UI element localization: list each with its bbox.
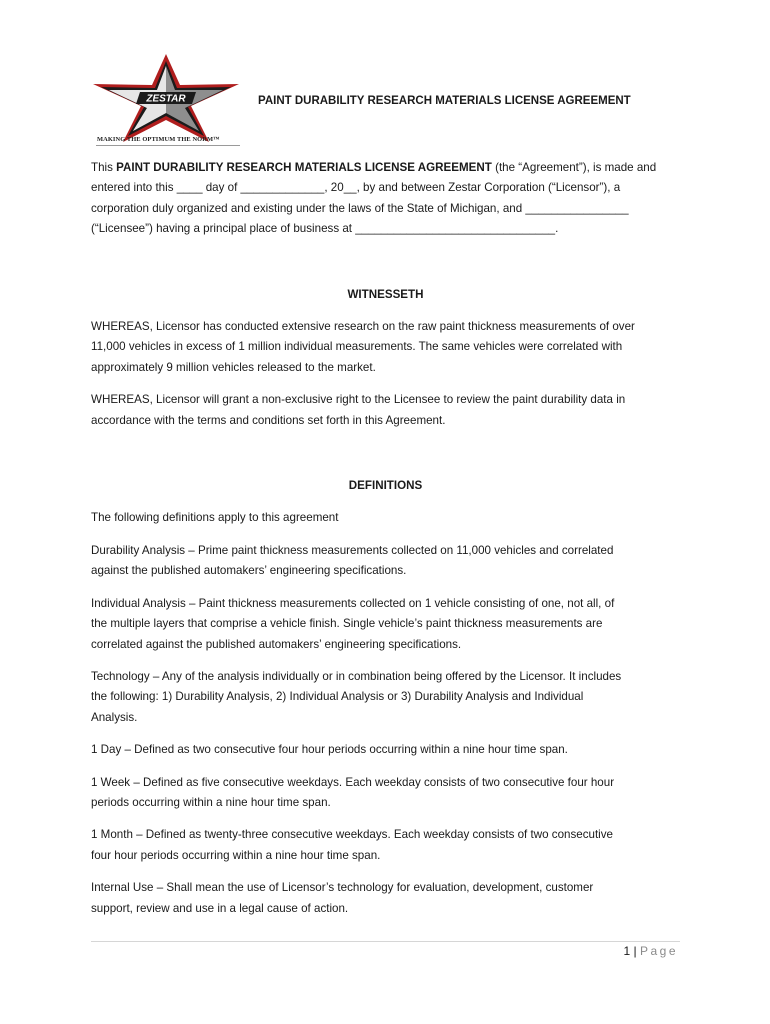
definition-technology (91, 667, 680, 728)
technology-line-2: the following: 1) Durability Analysis, 2) Individual Analysis or 3) Durability Analysis and Individual (91, 690, 584, 704)
page-number: 1 (623, 944, 631, 958)
page-separator: | (633, 944, 637, 958)
whereas-1-line-1: WHEREAS, Licensor has conducted extensive research on the raw paint thickness measurements of over (91, 320, 635, 334)
intro-line-4: (“Licensee”) having a principal place of business at _______________________________. (91, 222, 559, 236)
page-footer (623, 944, 678, 958)
definitions-heading: DEFINITIONS (348, 479, 423, 493)
definition-week (91, 773, 680, 814)
definition-month (91, 825, 680, 866)
logo-tagline: MAKING THE OPTIMUM THE NORM™ (97, 136, 220, 143)
durability-line-2: against the published automakers’ engineering specifications. (91, 564, 407, 578)
definitions-intro: The following definitions apply to this agreement (91, 511, 339, 525)
intro-lead: This (91, 161, 117, 174)
definition-durability-analysis (91, 541, 680, 582)
technology-line-1: Technology – Any of the analysis individually or in combination being offered by the Licensor. It includes (91, 669, 622, 683)
witnesseth-heading: WITNESSETH (347, 287, 424, 301)
whereas-2-line-1: WHEREAS, Licensor will grant a non-exclusive right to the Licensee to review the paint durability data in (91, 393, 626, 407)
intro-paragraph (91, 158, 680, 240)
durability-line-1: Durability Analysis – Prime paint thickness measurements collected on 11,000 vehicles and correlated (91, 543, 614, 557)
definition-individual-analysis (91, 594, 680, 655)
week-line-2: periods occurring within a nine hour time span. (91, 795, 331, 809)
individual-line-1: Individual Analysis – Paint thickness measurements collected on 1 vehicle consisting of one, not all, of (91, 596, 615, 610)
week-line-1: 1 Week – Defined as five consecutive weekdays. Each weekday consists of two consecutive four hour (91, 775, 615, 789)
intro-line-1: (the “Agreement”), is made and (491, 161, 657, 174)
technology-line-3: Analysis. (91, 710, 138, 724)
whereas-paragraph-2 (91, 390, 680, 431)
intro-agreement-name: PAINT DURABILITY RESEARCH MATERIALS LICENSE AGREEMENT (116, 161, 492, 174)
individual-line-2: the multiple layers that comprise a vehicle finish. Single vehicle’s paint thickness measurements are (91, 617, 603, 631)
zestar-logo (92, 52, 242, 148)
whereas-paragraph-1 (91, 317, 680, 378)
logo-brand-text: ZESTAR (146, 93, 186, 105)
document-title: PAINT DURABILITY RESEARCH MATERIALS LICENSE AGREEMENT (258, 95, 631, 107)
definition-internal-use (91, 878, 680, 919)
whereas-2-line-2: accordance with the terms and conditions set forth in this Agreement. (91, 413, 446, 427)
internal-use-line-2: support, review and use in a legal cause of action. (91, 901, 349, 915)
internal-use-line-1: Internal Use – Shall mean the use of Licensor’s technology for evaluation, development, customer (91, 881, 594, 895)
whereas-1-line-3: approximately 9 million vehicles released to the market. (91, 360, 376, 374)
month-line-2: four hour periods occurring within a nine hour time span. (91, 848, 381, 862)
intro-line-3: corporation duly organized and existing under the laws of the State of Michigan, and ________________ (91, 201, 629, 215)
definition-day: 1 Day – Defined as two consecutive four hour periods occurring within a nine hour time span. (91, 743, 568, 757)
tagline-divider (96, 145, 240, 146)
month-line-1: 1 Month – Defined as twenty-three consecutive weekdays. Each weekday consists of two consecutive (91, 828, 613, 842)
footer-divider (91, 941, 680, 942)
whereas-1-line-2: 11,000 vehicles in excess of 1 million individual measurements. The same vehicles were correlated with (91, 340, 623, 354)
star-logo-icon (92, 52, 242, 148)
intro-line-2: entered into this ____ day of _____________, 20__, by and between Zestar Corporation (“Licensor”), a (91, 181, 621, 195)
individual-line-3: correlated against the published automakers’ engineering specifications. (91, 637, 462, 651)
page-word: Page (639, 944, 678, 958)
document-body (91, 158, 680, 919)
